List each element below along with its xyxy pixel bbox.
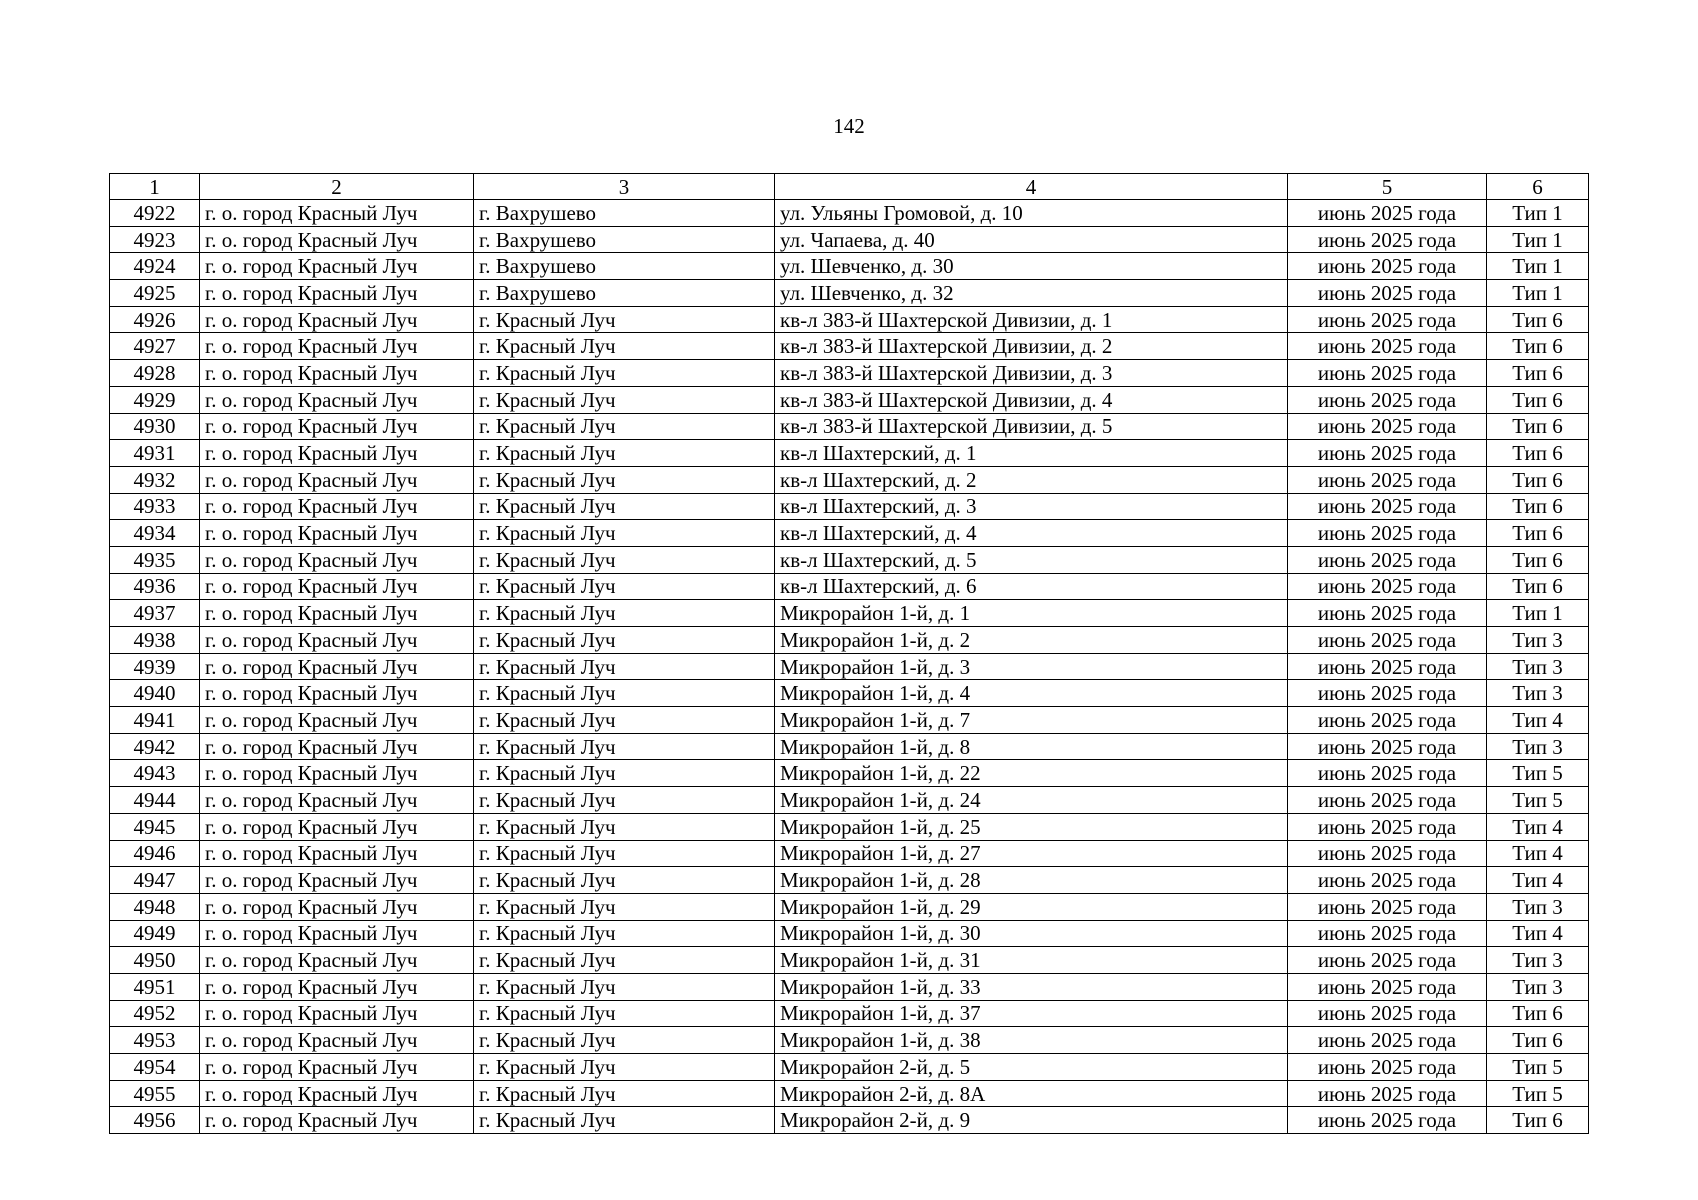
row-number-cell: 4930 [110,413,200,440]
deadline-cell: июнь 2025 года [1288,600,1487,627]
type-cell: Тип 6 [1487,466,1589,493]
district-cell: г. о. город Красный Луч [200,226,474,253]
address-cell: кв-л Шахтерский, д. 1 [775,440,1288,467]
district-cell: г. о. город Красный Луч [200,973,474,1000]
type-cell: Тип 6 [1487,440,1589,467]
table-row [110,627,1589,654]
table-row [110,226,1589,253]
deadline-cell: июнь 2025 года [1288,653,1487,680]
address-cell: Микрорайон 1-й, д. 8 [775,733,1288,760]
table-row [110,520,1589,547]
deadline-cell: июнь 2025 года [1288,386,1487,413]
settlement-cell: г. Красный Луч [474,573,775,600]
district-cell: г. о. город Красный Луч [200,1027,474,1054]
address-cell: кв-л 383-й Шахтерской Дивизии, д. 4 [775,386,1288,413]
type-cell: Тип 3 [1487,733,1589,760]
row-number-cell: 4937 [110,600,200,627]
table-row [110,1054,1589,1081]
settlement-cell: г. Красный Луч [474,680,775,707]
table-row [110,760,1589,787]
deadline-cell: июнь 2025 года [1288,200,1487,227]
district-cell: г. о. город Красный Луч [200,440,474,467]
type-cell: Тип 1 [1487,226,1589,253]
district-cell: г. о. город Красный Луч [200,1054,474,1081]
settlement-cell: г. Красный Луч [474,947,775,974]
district-cell: г. о. город Красный Луч [200,760,474,787]
table-row [110,1080,1589,1107]
row-number-cell: 4947 [110,867,200,894]
table-row [110,787,1589,814]
address-cell: Микрорайон 1-й, д. 27 [775,840,1288,867]
settlement-cell: г. Красный Луч [474,760,775,787]
table-row [110,200,1589,227]
row-number-cell: 4949 [110,920,200,947]
table-row [110,360,1589,387]
register-table [109,173,1589,1134]
table-row [110,653,1589,680]
deadline-cell: июнь 2025 года [1288,733,1487,760]
row-number-cell: 4953 [110,1027,200,1054]
row-number-cell: 4923 [110,226,200,253]
address-cell: кв-л Шахтерский, д. 6 [775,573,1288,600]
deadline-cell: июнь 2025 года [1288,707,1487,734]
type-cell: Тип 4 [1487,867,1589,894]
row-number-cell: 4929 [110,386,200,413]
row-number-cell: 4931 [110,440,200,467]
address-cell: Микрорайон 2-й, д. 9 [775,1107,1288,1134]
settlement-cell: г. Вахрушево [474,226,775,253]
table-body [110,200,1589,1134]
address-cell: Микрорайон 2-й, д. 8А [775,1080,1288,1107]
table-row [110,440,1589,467]
deadline-cell: июнь 2025 года [1288,466,1487,493]
district-cell: г. о. город Красный Луч [200,306,474,333]
settlement-cell: г. Красный Луч [474,600,775,627]
settlement-cell: г. Красный Луч [474,1054,775,1081]
deadline-cell: июнь 2025 года [1288,546,1487,573]
table-row [110,386,1589,413]
settlement-cell: г. Красный Луч [474,707,775,734]
table-row [110,306,1589,333]
deadline-cell: июнь 2025 года [1288,440,1487,467]
district-cell: г. о. город Красный Луч [200,893,474,920]
type-cell: Тип 4 [1487,813,1589,840]
address-cell: Микрорайон 2-й, д. 5 [775,1054,1288,1081]
settlement-cell: г. Вахрушево [474,280,775,307]
header-row [110,174,1589,200]
deadline-cell: июнь 2025 года [1288,1080,1487,1107]
type-cell: Тип 6 [1487,520,1589,547]
deadline-cell: июнь 2025 года [1288,1000,1487,1027]
type-cell: Тип 6 [1487,360,1589,387]
table-header [110,174,1589,200]
address-cell: Микрорайон 1-й, д. 2 [775,627,1288,654]
district-cell: г. о. город Красный Луч [200,947,474,974]
table-row [110,733,1589,760]
settlement-cell: г. Красный Луч [474,520,775,547]
deadline-cell: июнь 2025 года [1288,1027,1487,1054]
deadline-cell: июнь 2025 года [1288,627,1487,654]
address-cell: ул. Ульяны Громовой, д. 10 [775,200,1288,227]
district-cell: г. о. город Красный Луч [200,333,474,360]
type-cell: Тип 3 [1487,973,1589,1000]
deadline-cell: июнь 2025 года [1288,947,1487,974]
deadline-cell: июнь 2025 года [1288,813,1487,840]
district-cell: г. о. город Красный Луч [200,493,474,520]
district-cell: г. о. город Красный Луч [200,707,474,734]
table-row [110,1027,1589,1054]
settlement-cell: г. Красный Луч [474,813,775,840]
column-header-6: 6 [1487,174,1589,200]
settlement-cell: г. Вахрушево [474,253,775,280]
district-cell: г. о. город Красный Луч [200,280,474,307]
row-number-cell: 4956 [110,1107,200,1134]
address-cell: кв-л 383-й Шахтерской Дивизии, д. 5 [775,413,1288,440]
address-cell: ул. Шевченко, д. 30 [775,253,1288,280]
table-row [110,680,1589,707]
district-cell: г. о. город Красный Луч [200,920,474,947]
deadline-cell: июнь 2025 года [1288,867,1487,894]
settlement-cell: г. Красный Луч [474,493,775,520]
district-cell: г. о. город Красный Луч [200,733,474,760]
district-cell: г. о. город Красный Луч [200,360,474,387]
settlement-cell: г. Красный Луч [474,1080,775,1107]
row-number-cell: 4946 [110,840,200,867]
district-cell: г. о. город Красный Луч [200,253,474,280]
district-cell: г. о. город Красный Луч [200,627,474,654]
type-cell: Тип 6 [1487,413,1589,440]
settlement-cell: г. Красный Луч [474,1000,775,1027]
district-cell: г. о. город Красный Луч [200,466,474,493]
address-cell: Микрорайон 1-й, д. 24 [775,787,1288,814]
deadline-cell: июнь 2025 года [1288,787,1487,814]
district-cell: г. о. город Красный Луч [200,200,474,227]
type-cell: Тип 4 [1487,840,1589,867]
deadline-cell: июнь 2025 года [1288,413,1487,440]
row-number-cell: 4950 [110,947,200,974]
row-number-cell: 4952 [110,1000,200,1027]
row-number-cell: 4951 [110,973,200,1000]
district-cell: г. о. город Красный Луч [200,600,474,627]
row-number-cell: 4942 [110,733,200,760]
type-cell: Тип 3 [1487,627,1589,654]
district-cell: г. о. город Красный Луч [200,1000,474,1027]
table-row [110,920,1589,947]
table-row [110,840,1589,867]
deadline-cell: июнь 2025 года [1288,760,1487,787]
address-cell: кв-л Шахтерский, д. 2 [775,466,1288,493]
deadline-cell: июнь 2025 года [1288,680,1487,707]
district-cell: г. о. город Красный Луч [200,386,474,413]
row-number-cell: 4941 [110,707,200,734]
row-number-cell: 4945 [110,813,200,840]
row-number-cell: 4943 [110,760,200,787]
column-header-4: 4 [775,174,1288,200]
table-row [110,1000,1589,1027]
address-cell: ул. Чапаева, д. 40 [775,226,1288,253]
address-cell: Микрорайон 1-й, д. 30 [775,920,1288,947]
table-row [110,253,1589,280]
district-cell: г. о. город Красный Луч [200,867,474,894]
deadline-cell: июнь 2025 года [1288,973,1487,1000]
table-row [110,600,1589,627]
settlement-cell: г. Красный Луч [474,653,775,680]
district-cell: г. о. город Красный Луч [200,413,474,440]
row-number-cell: 4924 [110,253,200,280]
deadline-cell: июнь 2025 года [1288,226,1487,253]
address-cell: Микрорайон 1-й, д. 3 [775,653,1288,680]
address-cell: Микрорайон 1-й, д. 38 [775,1027,1288,1054]
address-cell: кв-л 383-й Шахтерской Дивизии, д. 1 [775,306,1288,333]
type-cell: Тип 6 [1487,1107,1589,1134]
column-header-3: 3 [474,174,775,200]
settlement-cell: г. Красный Луч [474,787,775,814]
district-cell: г. о. город Красный Луч [200,680,474,707]
district-cell: г. о. город Красный Луч [200,1080,474,1107]
column-header-2: 2 [200,174,474,200]
table-row [110,280,1589,307]
deadline-cell: июнь 2025 года [1288,306,1487,333]
type-cell: Тип 4 [1487,707,1589,734]
page-number: 142 [833,114,865,138]
address-cell: Микрорайон 1-й, д. 7 [775,707,1288,734]
address-cell: кв-л 383-й Шахтерской Дивизии, д. 2 [775,333,1288,360]
deadline-cell: июнь 2025 года [1288,1107,1487,1134]
settlement-cell: г. Красный Луч [474,840,775,867]
type-cell: Тип 5 [1487,760,1589,787]
address-cell: ул. Шевченко, д. 32 [775,280,1288,307]
settlement-cell: г. Красный Луч [474,1107,775,1134]
type-cell: Тип 6 [1487,493,1589,520]
type-cell: Тип 3 [1487,893,1589,920]
table-row [110,573,1589,600]
settlement-cell: г. Красный Луч [474,333,775,360]
column-header-5: 5 [1288,174,1487,200]
column-header-1: 1 [110,174,200,200]
type-cell: Тип 6 [1487,333,1589,360]
row-number-cell: 4933 [110,493,200,520]
deadline-cell: июнь 2025 года [1288,253,1487,280]
table-row [110,493,1589,520]
deadline-cell: июнь 2025 года [1288,573,1487,600]
district-cell: г. о. город Красный Луч [200,653,474,680]
type-cell: Тип 5 [1487,1080,1589,1107]
type-cell: Тип 6 [1487,1000,1589,1027]
row-number-cell: 4934 [110,520,200,547]
type-cell: Тип 5 [1487,787,1589,814]
settlement-cell: г. Красный Луч [474,306,775,333]
district-cell: г. о. город Красный Луч [200,840,474,867]
settlement-cell: г. Красный Луч [474,466,775,493]
row-number-cell: 4936 [110,573,200,600]
row-number-cell: 4928 [110,360,200,387]
address-cell: Микрорайон 1-й, д. 31 [775,947,1288,974]
type-cell: Тип 6 [1487,1027,1589,1054]
row-number-cell: 4948 [110,893,200,920]
district-cell: г. о. город Красный Луч [200,813,474,840]
address-cell: кв-л 383-й Шахтерской Дивизии, д. 3 [775,360,1288,387]
settlement-cell: г. Красный Луч [474,733,775,760]
district-cell: г. о. город Красный Луч [200,1107,474,1134]
type-cell: Тип 5 [1487,1054,1589,1081]
type-cell: Тип 1 [1487,200,1589,227]
table-row [110,893,1589,920]
settlement-cell: г. Красный Луч [474,627,775,654]
settlement-cell: г. Красный Луч [474,893,775,920]
settlement-cell: г. Красный Луч [474,546,775,573]
address-cell: Микрорайон 1-й, д. 37 [775,1000,1288,1027]
table-row [110,546,1589,573]
table-row [110,707,1589,734]
deadline-cell: июнь 2025 года [1288,280,1487,307]
row-number-cell: 4925 [110,280,200,307]
deadline-cell: июнь 2025 года [1288,893,1487,920]
row-number-cell: 4939 [110,653,200,680]
row-number-cell: 4922 [110,200,200,227]
deadline-cell: июнь 2025 года [1288,360,1487,387]
type-cell: Тип 3 [1487,947,1589,974]
address-cell: Микрорайон 1-й, д. 1 [775,600,1288,627]
address-cell: Микрорайон 1-й, д. 4 [775,680,1288,707]
settlement-cell: г. Вахрушево [474,200,775,227]
deadline-cell: июнь 2025 года [1288,920,1487,947]
type-cell: Тип 6 [1487,546,1589,573]
table-row [110,333,1589,360]
table-row [110,973,1589,1000]
row-number-cell: 4935 [110,546,200,573]
settlement-cell: г. Красный Луч [474,920,775,947]
type-cell: Тип 6 [1487,306,1589,333]
type-cell: Тип 6 [1487,573,1589,600]
district-cell: г. о. город Красный Луч [200,787,474,814]
row-number-cell: 4938 [110,627,200,654]
deadline-cell: июнь 2025 года [1288,493,1487,520]
type-cell: Тип 6 [1487,386,1589,413]
address-cell: Микрорайон 1-й, д. 25 [775,813,1288,840]
row-number-cell: 4955 [110,1080,200,1107]
district-cell: г. о. город Красный Луч [200,546,474,573]
settlement-cell: г. Красный Луч [474,973,775,1000]
row-number-cell: 4927 [110,333,200,360]
deadline-cell: июнь 2025 года [1288,840,1487,867]
address-cell: кв-л Шахтерский, д. 4 [775,520,1288,547]
table-row [110,947,1589,974]
settlement-cell: г. Красный Луч [474,386,775,413]
settlement-cell: г. Красный Луч [474,413,775,440]
type-cell: Тип 3 [1487,653,1589,680]
row-number-cell: 4940 [110,680,200,707]
settlement-cell: г. Красный Луч [474,360,775,387]
district-cell: г. о. город Красный Луч [200,573,474,600]
deadline-cell: июнь 2025 года [1288,1054,1487,1081]
type-cell: Тип 1 [1487,600,1589,627]
settlement-cell: г. Красный Луч [474,1027,775,1054]
table-row [110,813,1589,840]
row-number-cell: 4954 [110,1054,200,1081]
settlement-cell: г. Красный Луч [474,867,775,894]
table-row [110,466,1589,493]
address-cell: Микрорайон 1-й, д. 33 [775,973,1288,1000]
address-cell: Микрорайон 1-й, д. 28 [775,867,1288,894]
district-cell: г. о. город Красный Луч [200,520,474,547]
deadline-cell: июнь 2025 года [1288,520,1487,547]
type-cell: Тип 3 [1487,680,1589,707]
table-row [110,1107,1589,1134]
address-cell: Микрорайон 1-й, д. 29 [775,893,1288,920]
deadline-cell: июнь 2025 года [1288,333,1487,360]
table-row [110,867,1589,894]
type-cell: Тип 1 [1487,280,1589,307]
row-number-cell: 4926 [110,306,200,333]
type-cell: Тип 4 [1487,920,1589,947]
row-number-cell: 4944 [110,787,200,814]
address-cell: кв-л Шахтерский, д. 3 [775,493,1288,520]
table-row [110,413,1589,440]
settlement-cell: г. Красный Луч [474,440,775,467]
type-cell: Тип 1 [1487,253,1589,280]
row-number-cell: 4932 [110,466,200,493]
address-cell: Микрорайон 1-й, д. 22 [775,760,1288,787]
address-cell: кв-л Шахтерский, д. 5 [775,546,1288,573]
